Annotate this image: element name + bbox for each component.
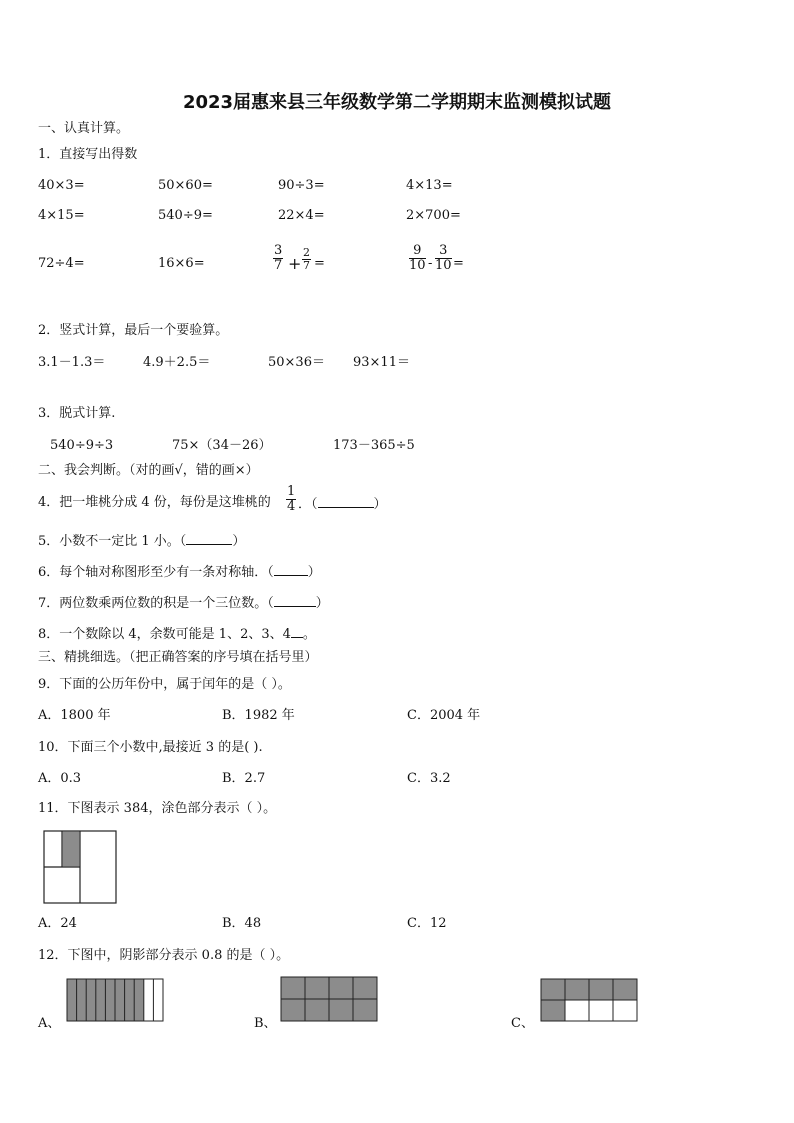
fraction-9-10: $\frac{9}{10}$: [409, 243, 426, 273]
section-2-heading: 二、我会判断。（对的画√，错的画×）: [38, 463, 259, 478]
q4-answer: ．（ ）: [298, 497, 387, 512]
q5-text: 5．小数不一定比 1 小。（ ）: [38, 534, 246, 549]
q11-option-a[interactable]: A．24: [38, 916, 77, 931]
q8-text: 8．一个数除以 4，余数可能是 1、2、3、4 。: [38, 627, 316, 642]
equals-sign: =: [453, 256, 464, 271]
q1-item: 72÷4=: [38, 256, 85, 271]
q10-option-a[interactable]: A．0.3: [38, 771, 82, 786]
q2-item: 3.1－1.3＝: [38, 355, 106, 370]
q11-option-b[interactable]: B．48: [222, 916, 262, 931]
q2-item: 4.9＋2.5＝: [143, 355, 211, 370]
q9-option-b[interactable]: B．1982 年: [222, 708, 295, 723]
answer-blank[interactable]: [274, 563, 308, 576]
q3-item: 75×（34－26）: [172, 438, 272, 453]
section-1-heading: 一、认真计算。: [38, 121, 130, 136]
q1-item: 2×700=: [406, 208, 461, 223]
answer-blank[interactable]: [186, 532, 232, 545]
answer-blank[interactable]: [274, 594, 316, 607]
q10-option-c[interactable]: C．3.2: [407, 771, 451, 786]
q4-text: 4．把一堆桃分成 4 份，每份是这堆桃的: [38, 495, 271, 510]
page-title: 2023届惠来县三年级数学第二学期期末监测模拟试题: [182, 92, 612, 113]
q3-item: 540÷9÷3: [50, 438, 114, 453]
q2-label: 2．竖式计算，最后一个要验算。: [38, 323, 229, 338]
q1-item: 4×13=: [406, 178, 453, 193]
equals-sign: =: [314, 256, 325, 271]
q9-option-c[interactable]: C．2004 年: [407, 708, 481, 723]
fraction-3-10: $\frac{3}{10}$: [435, 243, 452, 273]
q11-figure: [43, 830, 117, 904]
minus-operator: -: [428, 256, 433, 271]
q1-item: 16×6=: [158, 256, 205, 271]
q12-figure-c: [540, 978, 638, 1022]
q1-label: 1．直接写出得数: [38, 147, 138, 162]
q11-text: 11．下图表示 384，涂色部分表示（ ）。: [38, 801, 277, 816]
q9-text: 9．下面的公历年份中，属于闰年的是（ ）。: [38, 677, 291, 692]
q3-item: 173－365÷5: [333, 438, 415, 453]
q1-item: 4×15=: [38, 208, 85, 223]
q11-option-c[interactable]: C．12: [407, 916, 447, 931]
q10-text: 10．下面三个小数中,最接近 3 的是( ).: [38, 740, 263, 755]
q9-option-a[interactable]: A．1800 年: [38, 708, 111, 723]
q10-option-b[interactable]: B．2.7: [222, 771, 266, 786]
q12-text: 12．下图中，阴影部分表示 0.8 的是（ ）。: [38, 948, 290, 963]
q1-item: 90÷3=: [278, 178, 325, 193]
plus-operator: +: [288, 254, 302, 273]
q12-option-a[interactable]: A、: [38, 1016, 61, 1031]
q3-label: 3．脱式计算.: [38, 406, 116, 421]
q2-item: 93×11＝: [353, 355, 410, 370]
q12-figure-a: [66, 978, 164, 1022]
answer-blank[interactable]: [318, 495, 374, 508]
fraction-1-4: $\frac{1}{4}$: [287, 484, 296, 514]
q7-text: 7．两位数乘两位数的积是一个三位数。（ ）: [38, 596, 329, 611]
q1-item: 50×60=: [158, 178, 213, 193]
section-3-heading: 三、精挑细选。（把正确答案的序号填在括号里）: [38, 650, 318, 665]
q1-item: 540÷9=: [158, 208, 213, 223]
fraction-2-7: $\frac{2}{7}$: [303, 246, 310, 272]
q1-item: 40×3=: [38, 178, 85, 193]
answer-blank[interactable]: [291, 625, 303, 638]
fraction-3-7: $\frac{3}{7}$: [274, 243, 283, 273]
q1-item: 22×4=: [278, 208, 325, 223]
q12-option-c[interactable]: C、: [511, 1016, 534, 1031]
q12-option-b[interactable]: B、: [254, 1016, 277, 1031]
q2-item: 50×36＝: [268, 355, 325, 370]
q6-text: 6．每个轴对称图形至少有一条对称轴．（ ）: [38, 565, 321, 580]
q12-figure-b: [280, 976, 378, 1022]
